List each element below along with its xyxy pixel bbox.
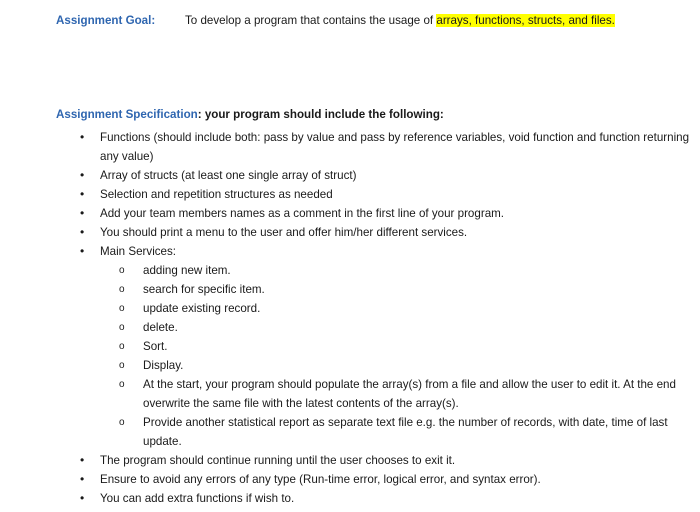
service-item-text: search for specific item. (143, 283, 265, 296)
list-item-text: Functions (should include both: pass by value and pass by reference variables, void function and function returning any value) (100, 131, 690, 163)
list-item (0, 470, 690, 489)
bullet-icon: • (80, 472, 85, 486)
bullet-icon: • (80, 225, 85, 239)
bullet-icon: • (80, 168, 85, 182)
list-item-text: Main Services: (100, 245, 177, 258)
service-item-text: adding new item. (143, 264, 231, 277)
list-item (0, 204, 690, 223)
bullet-icon: • (80, 491, 85, 505)
assignment-specification-heading (56, 108, 444, 121)
service-item (0, 299, 690, 318)
list-item-text: Add your team members names as a comment in the first line of your program. (100, 207, 505, 220)
assignment-goal (56, 14, 696, 27)
service-item-text: delete. (143, 321, 178, 334)
list-item (0, 489, 690, 508)
service-item-text: update existing record. (143, 302, 261, 315)
list-item-text: Selection and repetition structures as needed (100, 188, 333, 201)
bullet-icon: • (80, 187, 85, 201)
assignment-goal-label: Assignment Goal: (56, 14, 156, 27)
list-item (0, 451, 690, 470)
service-item-text: Display. (143, 359, 184, 372)
list-item (0, 185, 690, 204)
circle-bullet-icon: o (119, 303, 125, 314)
list-item (0, 223, 690, 242)
assignment-specification-suffix: : your program should include the following: (197, 108, 444, 121)
specification-list (0, 128, 690, 508)
assignment-specification-label: Assignment Specification (56, 108, 198, 121)
circle-bullet-icon: o (119, 360, 125, 371)
list-item (0, 166, 690, 185)
service-item (0, 318, 690, 337)
list-item-text: Ensure to avoid any errors of any type (Run-time error, logical error, and syntax error). (100, 473, 541, 486)
circle-bullet-icon: o (119, 265, 125, 276)
service-item (0, 375, 690, 413)
service-item (0, 356, 690, 375)
list-item-text: You should print a menu to the user and offer him/her different services. (100, 226, 468, 239)
list-item-text: You can add extra functions if wish to. (100, 492, 295, 505)
assignment-goal-text: To develop a program that contains the usage of (185, 14, 437, 27)
bullet-icon: • (80, 206, 85, 220)
service-item-text: Sort. (143, 340, 168, 353)
bullet-icon: • (80, 453, 85, 467)
list-item (0, 128, 690, 166)
service-item (0, 261, 690, 280)
circle-bullet-icon: o (119, 417, 125, 428)
bullet-icon: • (80, 244, 85, 258)
circle-bullet-icon: o (119, 379, 125, 390)
assignment-goal-highlight: arrays, functions, structs, and files. (436, 14, 615, 27)
circle-bullet-icon: o (119, 341, 125, 352)
services-list (100, 261, 690, 451)
service-item (0, 337, 690, 356)
list-item-text: The program should continue running until the user chooses to exit it. (100, 454, 456, 467)
list-item-main-services (0, 242, 690, 451)
circle-bullet-icon: o (119, 322, 125, 333)
service-item (0, 280, 690, 299)
circle-bullet-icon: o (119, 284, 125, 295)
list-item-text: Array of structs (at least one single array of struct) (100, 169, 357, 182)
service-item-text: At the start, your program should populate the array(s) from a file and allow the user to edit it. At the end overwrite the same file with the latest contents of the array(s). (143, 378, 676, 410)
service-item-text: Provide another statistical report as separate text file e.g. the number of records, with date, time of last update. (143, 416, 668, 448)
service-item (0, 413, 690, 451)
bullet-icon: • (80, 130, 85, 144)
